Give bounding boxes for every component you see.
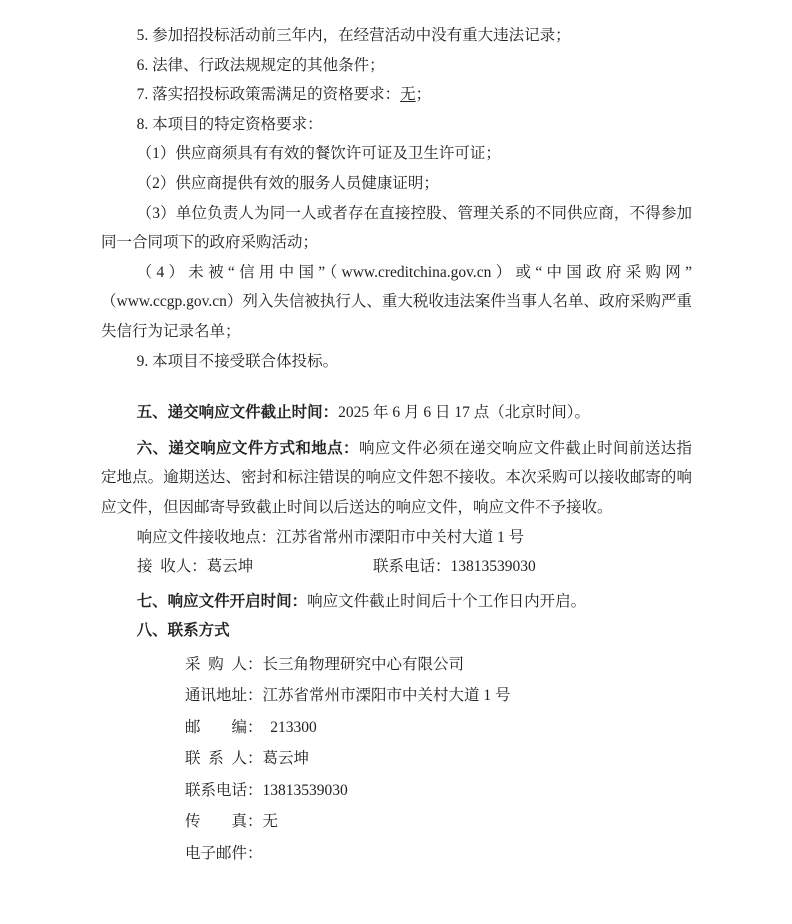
contact-value: 江苏省常州市溧阳市中关村大道 1 号 (262, 687, 511, 705)
contact-value: 葛云坤 (262, 750, 310, 768)
contact-line-purchaser (185, 649, 692, 681)
section-eight-heading: 八、联系方式 (136, 622, 230, 640)
contact-line-address (185, 680, 692, 712)
qualification-item-8-sub1: （1）供应商须具有有效的餐饮许可证及卫生许可证； (136, 145, 501, 163)
qualification-item-8-sub2: （2）供应商提供有效的服务人员健康证明； (136, 174, 439, 192)
receiver-phone: 联系电话：13813539030 (373, 558, 536, 576)
section-five-deadline (101, 398, 692, 428)
qualification-item-8-sub3: （3）单位负责人为同一人或者存在直接控股、管理关系的不同供应商，不得参加同一合同项下的政府采购活动； (101, 204, 692, 252)
section-seven-heading: 七、响应文件开启时间： (136, 592, 308, 610)
qualification-item-5: 5. 参加招投标活动前三年内，在经营活动中没有重大违法记录； (136, 27, 571, 44)
item7-suffix: ； (415, 86, 432, 104)
qualification-item-6: 6. 法律、行政法规规定的其他条件； (136, 56, 385, 74)
contact-label: 传 真： (185, 813, 263, 831)
section-six-heading: 六、递交响应文件方式和地点： (136, 439, 359, 457)
contact-line-person (185, 743, 692, 775)
receive-location-line: 响应文件接收地点：江苏省常州市溧阳市中关村大道 1 号 (136, 528, 525, 546)
section-six-text: 响应文件必须在递交响应文件截止时间前送达指定地点。逾期送达、密封和标注错误的响应文件恕不接收。本次采购可以接收邮寄的响应文件，但因邮寄导致截止时间以后送达的响应文件，响应文件不予接收。 (101, 439, 692, 516)
contact-label: 采 购 人： (185, 655, 263, 673)
section-seven-text: 响应文件截止时间后十个工作日内开启。 (307, 592, 587, 610)
contact-label: 联系电话： (185, 781, 263, 799)
qualification-item-9: 9. 本项目不接受联合体投标。 (136, 352, 339, 370)
contact-value: 213300 (262, 718, 317, 736)
contact-label: 电子邮件： (185, 844, 263, 862)
section-six-method (101, 434, 692, 523)
section-five-text: 2025 年 6 月 6 日 17 点（北京时间）。 (338, 404, 591, 422)
contact-label: 邮 编： (185, 718, 263, 736)
item7-prefix: 7. 落实招投标政策需满足的资格要求： (136, 86, 401, 104)
receiver-line (101, 552, 692, 582)
contact-line-fax (185, 806, 692, 838)
contact-line-email (185, 838, 692, 870)
contact-value: 13813539030 (262, 781, 348, 799)
contact-value: 长三角物理研究中心有限公司 (262, 655, 465, 673)
section-five-heading: 五、递交响应文件截止时间： (136, 404, 339, 422)
contact-label: 通讯地址： (185, 687, 263, 705)
contact-line-postcode (185, 712, 692, 744)
contact-label: 联 系 人： (185, 750, 263, 768)
contact-block (101, 649, 692, 870)
section-eight-heading-line (101, 616, 692, 646)
item7-value-none: 无 (400, 86, 416, 104)
contact-line-phone (185, 775, 692, 807)
contact-value: 无 (262, 813, 279, 831)
section-seven-opening (101, 587, 692, 617)
qualification-item-8: 8. 本项目的特定资格要求： (136, 115, 323, 133)
qualification-item-8-sub4: （4）未被“信用中国”（www.creditchina.gov.cn）或“中国政府采购网”（www.ccgp.gov.cn）列入失信被执行人、重大税收违法案件当事人名单、政府采购严重失信行为记录名单； (101, 263, 692, 340)
receiver-name: 接 收人：葛云坤 (137, 558, 254, 576)
qualification-item-7 (101, 80, 692, 110)
